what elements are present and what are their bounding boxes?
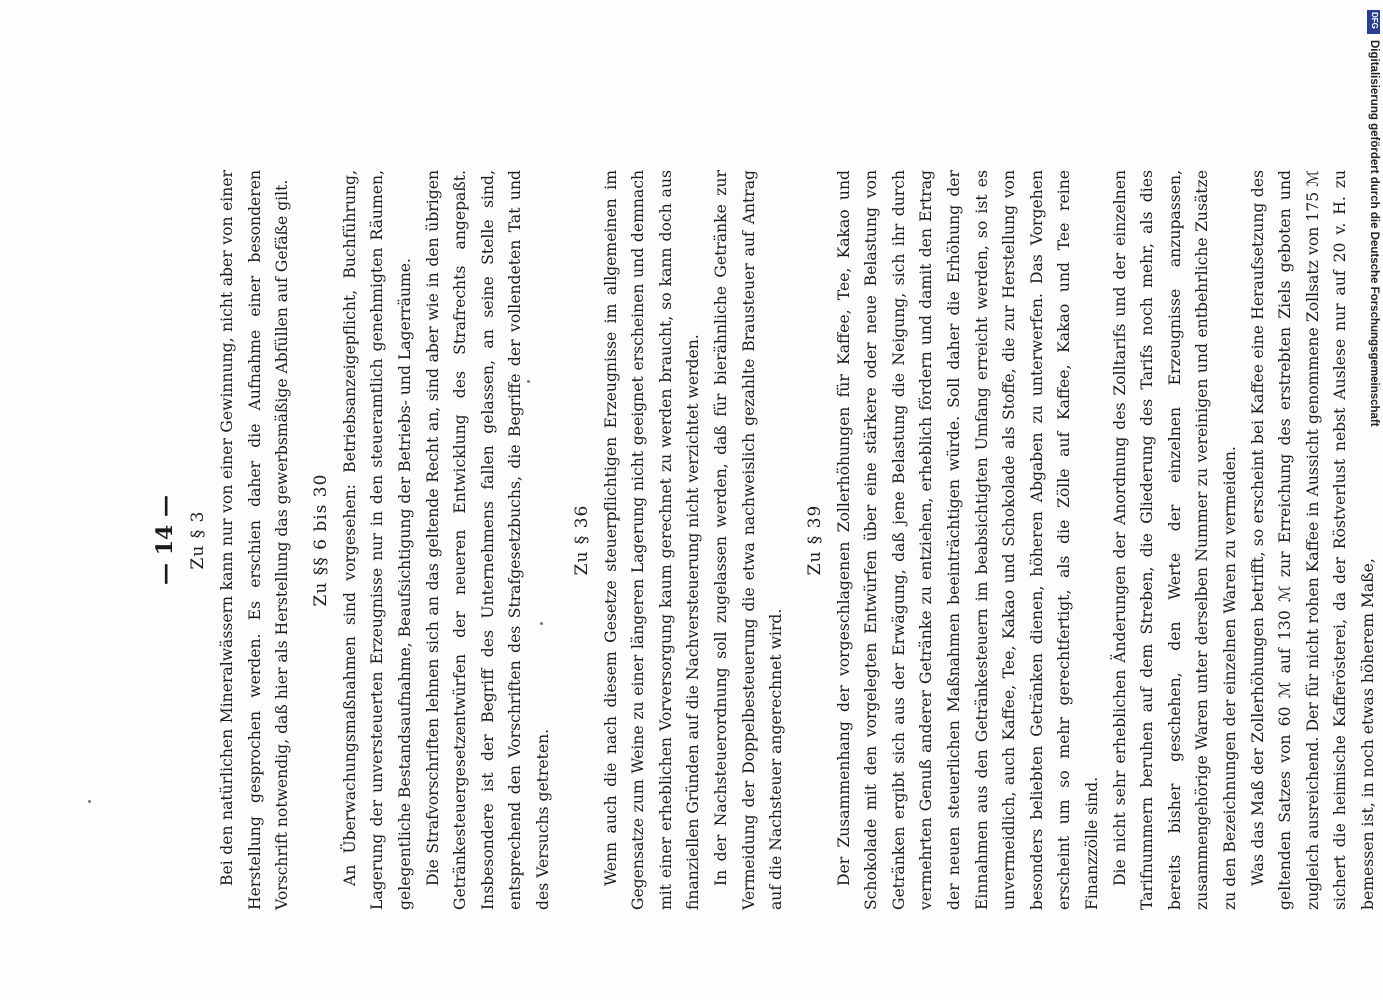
paragraph: Was das Maß der Zollerhöhungen betrifft, so erscheint bei Kaffee eine Heraufsetzung des geltenden Satzes von 60 ℳ auf 130 ℳ zur Erreichung des erstrebten Ziels geboten und zugleich ausreichend. Der für nicht rohen Kaffee in Aussicht genommene Zollsatz von 175 ℳ sichert die heimische Kafferösterei, da der Röstverlust nebst Auslese nur auf 20 v. H. zu bemessen ist, in noch etwas höherem Maße, <box>1248 170 1377 910</box>
paragraph: In der Nachsteuerordnung soll zugelassen werden, daß für bierähnliche Getränke zur Vermeidung der Doppelbesteuerung die etwa nachweislich gezahlte Brausteuer auf Antrag auf die Nachsteuer angerechnet wird. <box>711 170 786 910</box>
paragraph: Die Strafvorschriften lehnen sich an das geltende Recht an, sind aber wie in den übrigen Getränkesteuergesetzentwürfen der neueren Entwicklung des Strafrechts angepaßt. Insbesondere ist der Begriff des Unternehmens fallen gelassen, an seine Stelle sind, entsprechend den Vorschriften des Strafgesetzbuchs, die Begriffe der vollendeten Tat und des Versuchs getreten. <box>423 170 552 910</box>
dfg-logo-text: DFG <box>1370 12 1379 29</box>
section-heading: Zu §§ 6 bis 30 <box>310 473 331 607</box>
paragraph: Die nicht sehr erheblichen Änderungen der Anordnung des Zolltarifs und der einzelnen Tarifnummern beruhen auf dem Streben, die Gliederung des Tarifs noch mehr, als dies bereits bisher geschehen, den Werte der einzelnen Erzeugnisse anzupassen, zusammengehörige Waren unter derselben Nummer zu vereinigen und entbehrliche Zusätze zu den Bezeichnungen der einzelnen Waren zu vermeiden. <box>1110 170 1239 910</box>
section-zu-3 <box>188 170 297 910</box>
page-number: — 14 — <box>152 495 178 585</box>
credit-text: Digitalisierung gefördert durch die Deutsche Forschungsgemeinschaft <box>1368 40 1380 427</box>
digitization-credit <box>1366 12 1380 712</box>
section-heading: Zu § 36 <box>571 504 592 576</box>
section-zu-6-bis-30 <box>311 170 558 910</box>
section-zu-36 <box>572 170 791 910</box>
section-zu-39 <box>805 170 1383 910</box>
paragraph: Der Zusammenhang der vorgeschlagenen Zollerhöhungen für Kaffee, Tee, Kakao und Schokolade mit den vorgelegten Entwürfen über eine stärkere oder neue Belastung von Getränken ergibt sich aus der Erwägung, daß jene Belastung die Neigung, sich ihr durch vermehrten Genuß anderer Getränke zu entziehen, erheblich fördern und damit den Ertrag der neuen steuerlichen Maßnahmen beeinträchtigen würde. Soll daher die Erhöhung der Einnahmen aus den Getränkesteuern im beabsichtigten Umfang erreicht werden, so ist es unvermeidlich, auch Kaffee, Tee, Kakao und Schokolade als Stoffe, die zur Herstellung von besonders beliebten Getränken dienen, höheren Abgaben zu unterwerfen. Das Vorgehen erscheint um so mehr gerechtfertigt, als die Zölle auf Kaffee, Kakao und Tee reine Finanzzölle sind. <box>834 170 1102 910</box>
paragraph: Bei den natürlichen Mineralwässern kann nur von einer Gewinnung, nicht aber von einer Herstellung gesprochen werden. Es erschien daher die Aufnahme einer besonderen Vorschrift notwendig, daß hier als Herstellung das gewerbsmäßige Abfüllen auf Gefäße gilt. <box>218 170 292 910</box>
section-heading: Zu § 39 <box>804 504 825 576</box>
scan-speck <box>88 800 91 803</box>
paragraph: Wenn auch die nach diesem Gesetze steuerpflichtigen Erzeugnisse im allgemeinen im Gegensatze zum Weine zu einer längeren Lagerung nicht geeignet erscheinen und demnach mit einer erheblichen Vorversorgung kaum gerechnet zu werden braucht, so kann doch aus finanziellen Gründen auf die Nachversteuerung nicht verzichtet werden. <box>601 170 703 910</box>
paragraph: An Überwachungsmaßnahmen sind vorgesehen: Betriebsanzeigepflicht, Buchführung, Lagerung der unversteuerten Erzeugnisse nur in den steueramtlich genehmigten Räumen, gelegentliche Bestandsaufnahme, Beaufsichtigung der Betriebs- und Lagerräume. <box>340 170 414 910</box>
rotated-text-block <box>150 170 1377 910</box>
section-heading: Zu § 3 <box>188 510 208 570</box>
